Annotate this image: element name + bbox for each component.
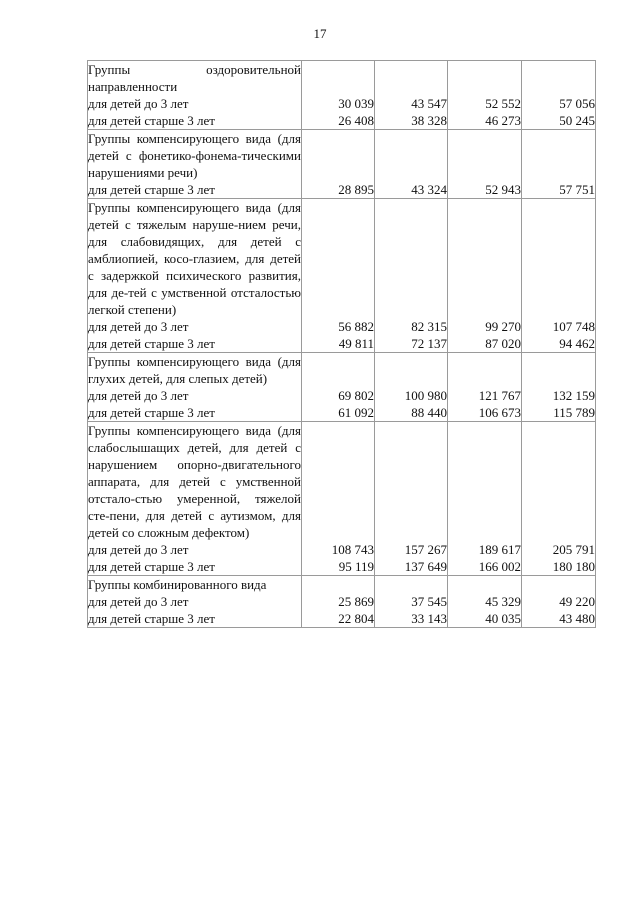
value-cell: 100 980	[375, 387, 448, 404]
group-title: Группы компенсирующего вида (для детей с фонетико-фонема-тическими нарушениями речи)	[88, 131, 301, 180]
group-title: Группы компенсирующего вида (для глухих детей, для слепых детей)	[88, 354, 301, 386]
table-row	[88, 181, 596, 199]
value-cell: 25 869	[302, 593, 375, 610]
table-row	[88, 318, 596, 335]
value-cell: 52 552	[448, 95, 522, 112]
table-row	[88, 593, 596, 610]
row-label: для детей старше 3 лет	[88, 558, 302, 576]
value-cell: 121 767	[448, 387, 522, 404]
value-cell: 157 267	[375, 541, 448, 558]
table-row	[88, 95, 596, 112]
value-cell: 43 324	[375, 181, 448, 199]
group-title: Группы оздоровительной направленности	[88, 62, 301, 94]
value-cell: 43 547	[375, 95, 448, 112]
row-label: для детей старше 3 лет	[88, 181, 302, 199]
value-cell: 49 811	[302, 335, 375, 353]
value-cell: 40 035	[448, 610, 522, 628]
table-row	[88, 541, 596, 558]
value-cell: 95 119	[302, 558, 375, 576]
value-cell: 87 020	[448, 335, 522, 353]
group-title: Группы комбинированного вида	[88, 576, 302, 594]
value-cell: 189 617	[448, 541, 522, 558]
value-cell: 38 328	[375, 112, 448, 130]
row-label: для детей до 3 лет	[88, 541, 302, 558]
row-label: для детей старше 3 лет	[88, 335, 302, 353]
row-label: для детей до 3 лет	[88, 95, 302, 112]
table-row	[88, 404, 596, 422]
value-cell: 57 751	[522, 181, 596, 199]
value-cell: 61 092	[302, 404, 375, 422]
value-cell: 52 943	[448, 181, 522, 199]
row-label: для детей старше 3 лет	[88, 404, 302, 422]
group-header-row	[88, 199, 596, 319]
value-cell: 43 480	[522, 610, 596, 628]
value-cell: 72 137	[375, 335, 448, 353]
value-cell: 166 002	[448, 558, 522, 576]
group-header-row	[88, 576, 596, 594]
value-cell: 37 545	[375, 593, 448, 610]
value-cell: 69 802	[302, 387, 375, 404]
value-cell: 26 408	[302, 112, 375, 130]
table-row	[88, 387, 596, 404]
group-header-row	[88, 130, 596, 182]
cost-table	[87, 60, 596, 628]
value-cell: 180 180	[522, 558, 596, 576]
table-row	[88, 558, 596, 576]
value-cell: 205 791	[522, 541, 596, 558]
value-cell: 108 743	[302, 541, 375, 558]
table-row	[88, 610, 596, 628]
value-cell: 50 245	[522, 112, 596, 130]
value-cell: 82 315	[375, 318, 448, 335]
page-number: 17	[313, 26, 327, 41]
value-cell: 56 882	[302, 318, 375, 335]
value-cell: 45 329	[448, 593, 522, 610]
value-cell: 99 270	[448, 318, 522, 335]
row-label: для детей до 3 лет	[88, 387, 302, 404]
value-cell: 57 056	[522, 95, 596, 112]
group-header-row	[88, 353, 596, 388]
row-label: для детей до 3 лет	[88, 593, 302, 610]
row-label: для детей старше 3 лет	[88, 610, 302, 628]
table-row	[88, 335, 596, 353]
row-label: для детей старше 3 лет	[88, 112, 302, 130]
row-label: для детей до 3 лет	[88, 318, 302, 335]
value-cell: 106 673	[448, 404, 522, 422]
value-cell: 132 159	[522, 387, 596, 404]
value-cell: 107 748	[522, 318, 596, 335]
value-cell: 137 649	[375, 558, 448, 576]
value-cell: 49 220	[522, 593, 596, 610]
value-cell: 88 440	[375, 404, 448, 422]
group-title: Группы компенсирующего вида (для слабослышащих детей, для детей с нарушением опорно-двигательного аппарата, для детей с умственной отстало-стью умеренной, тяжелой сте-пени, для детей с аутизмом, для детей со сложным дефектом)	[88, 423, 301, 540]
value-cell: 28 895	[302, 181, 375, 199]
value-cell: 33 143	[375, 610, 448, 628]
value-cell: 115 789	[522, 404, 596, 422]
table-row	[88, 112, 596, 130]
group-header-row	[88, 422, 596, 542]
value-cell: 46 273	[448, 112, 522, 130]
value-cell: 30 039	[302, 95, 375, 112]
group-title: Группы компенсирующего вида (для детей с тяжелым наруше-нием речи, для слабовидящих, для детей с амблиопией, косо-глазием, для детей с задержкой психического развития, для де-тей с умственной отсталостью легкой степени)	[88, 200, 301, 317]
value-cell: 22 804	[302, 610, 375, 628]
group-header-row	[88, 61, 596, 96]
value-cell: 94 462	[522, 335, 596, 353]
